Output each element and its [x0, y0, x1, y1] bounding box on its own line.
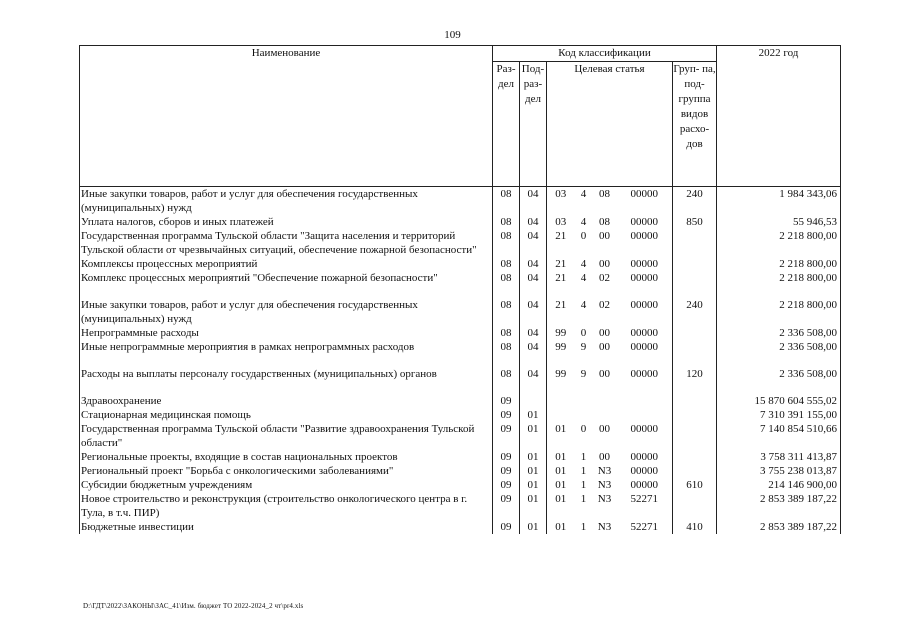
- row-name: Расходы на выплаты персоналу государственных (муниципальных) органов: [80, 367, 493, 381]
- row-section: 08: [493, 257, 520, 271]
- table-gap-row: [80, 381, 841, 394]
- row-target-program: [547, 394, 575, 408]
- row-amount: 2 218 800,00: [717, 271, 841, 285]
- row-target-subprogram: 00: [599, 258, 610, 270]
- row-amount: 3 755 238 013,87: [717, 464, 841, 478]
- row-expense-type: [673, 464, 717, 478]
- row-target-direction: 00000: [617, 229, 673, 257]
- row-target-type: [575, 381, 593, 394]
- row-target-direction: 52271: [617, 492, 673, 520]
- row-subsection: 04: [520, 326, 547, 340]
- row-section: 09: [493, 422, 520, 450]
- row-target-direction: [617, 394, 673, 408]
- row-target-type: 9: [580, 341, 587, 353]
- row-target-subprogram: 00: [599, 230, 610, 242]
- row-target-program: 01: [547, 464, 575, 478]
- row-subsection: 04: [520, 271, 547, 285]
- row-amount: 2 336 508,00: [717, 367, 841, 381]
- row-section: 09: [493, 394, 520, 408]
- row-target-direction: 00000: [617, 422, 673, 450]
- row-expense-type: [673, 394, 717, 408]
- row-name: Стационарная медицинская помощь: [80, 408, 493, 422]
- row-expense-type: 850: [673, 215, 717, 229]
- row-name: Комплекс процессных мероприятий "Обеспечение пожарной безопасности": [80, 271, 493, 285]
- row-target-type: [575, 354, 593, 367]
- row-subsection: 04: [520, 367, 547, 381]
- table-row: [80, 367, 841, 381]
- row-target-direction: [617, 354, 673, 367]
- row-name: Уплата налогов, сборов и иных платежей: [80, 215, 493, 229]
- row-target-subprogram: N3: [597, 479, 612, 491]
- row-subsection: 01: [520, 478, 547, 492]
- table-row: [80, 408, 841, 422]
- table-row: [80, 492, 841, 520]
- row-section: 08: [493, 229, 520, 257]
- header-expense-group: Груп- па, под- группа видов расхо- дов: [673, 62, 717, 187]
- row-expense-type: [673, 326, 717, 340]
- row-expense-type: [673, 229, 717, 257]
- row-name: Здравоохранение: [80, 394, 493, 408]
- budget-table: [79, 45, 841, 534]
- row-target-type: 1: [580, 465, 587, 477]
- row-name: Государственная программа Тульской области "Развитие здравоохранения Тульской области": [80, 422, 493, 450]
- row-target-program: 21: [547, 257, 575, 271]
- row-target-direction: 00000: [617, 271, 673, 285]
- row-subsection: [520, 285, 547, 298]
- row-target-subprogram: 00: [599, 368, 610, 380]
- row-amount: [717, 285, 841, 298]
- row-expense-type: [673, 354, 717, 367]
- row-section: [493, 285, 520, 298]
- row-target-direction: 00000: [617, 257, 673, 271]
- row-subsection: [520, 381, 547, 394]
- row-subsection: 01: [520, 450, 547, 464]
- row-name: Государственная программа Тульской области "Защита населения и территорий Тульской области от чрезвычайных ситуаций, обеспечение пожарной безопасности": [80, 229, 493, 257]
- row-target-program: 21: [547, 298, 575, 326]
- row-target-subprogram: 00: [599, 341, 610, 353]
- row-name: [80, 285, 493, 298]
- row-section: 09: [493, 464, 520, 478]
- row-target-subprogram: [593, 381, 617, 394]
- row-target-type: 4: [580, 299, 587, 311]
- row-target-type: 1: [580, 479, 587, 491]
- row-subsection: 01: [520, 520, 547, 534]
- row-section: [493, 381, 520, 394]
- row-target-program: 01: [547, 520, 575, 534]
- row-expense-type: [673, 381, 717, 394]
- row-target-subprogram: 00: [599, 451, 610, 463]
- row-target-subprogram: [593, 408, 617, 422]
- table-row: [80, 478, 841, 492]
- row-target-program: [547, 354, 575, 367]
- row-section: 09: [493, 478, 520, 492]
- row-subsection: 04: [520, 215, 547, 229]
- row-target-program: 21: [547, 271, 575, 285]
- row-amount: 1 984 343,06: [717, 187, 841, 216]
- row-expense-type: 240: [673, 298, 717, 326]
- row-expense-type: [673, 257, 717, 271]
- row-target-direction: [617, 285, 673, 298]
- row-target-program: 01: [547, 478, 575, 492]
- table-gap-row: [80, 354, 841, 367]
- row-name: Иные закупки товаров, работ и услуг для обеспечения государственных (муниципальных) нужд: [80, 187, 493, 216]
- row-expense-type: [673, 422, 717, 450]
- row-amount: 2 218 800,00: [717, 229, 841, 257]
- row-name: Региональные проекты, входящие в состав национальных проектов: [80, 450, 493, 464]
- row-target-direction: 00000: [617, 187, 673, 216]
- row-subsection: 01: [520, 464, 547, 478]
- row-target-direction: 00000: [617, 367, 673, 381]
- row-target-program: 03: [547, 215, 575, 229]
- row-subsection: 04: [520, 229, 547, 257]
- row-section: [493, 354, 520, 367]
- row-expense-type: [673, 408, 717, 422]
- row-name: [80, 354, 493, 367]
- row-target-direction: 00000: [617, 326, 673, 340]
- row-target-subprogram: N3: [597, 521, 612, 533]
- row-target-type: 0: [580, 423, 587, 435]
- header-subsection: Под- раз- дел: [520, 62, 547, 187]
- table-body: [80, 187, 841, 535]
- row-subsection: 04: [520, 257, 547, 271]
- table-row: [80, 229, 841, 257]
- row-target-subprogram: N3: [597, 465, 612, 477]
- row-amount: 2 218 800,00: [717, 298, 841, 326]
- row-name: [80, 381, 493, 394]
- row-section: 09: [493, 492, 520, 520]
- row-target-program: [547, 381, 575, 394]
- row-expense-type: 120: [673, 367, 717, 381]
- row-expense-type: [673, 271, 717, 285]
- row-name: Бюджетные инвестиции: [80, 520, 493, 534]
- row-amount: 15 870 604 555,02: [717, 394, 841, 408]
- table-row: [80, 326, 841, 340]
- row-target-direction: 52271: [617, 520, 673, 534]
- row-section: 09: [493, 408, 520, 422]
- row-section: 09: [493, 520, 520, 534]
- row-subsection: [520, 394, 547, 408]
- row-target-direction: 00000: [617, 478, 673, 492]
- row-target-type: 1: [580, 451, 587, 463]
- row-section: 08: [493, 326, 520, 340]
- header-target-article: Целевая статья: [547, 62, 673, 187]
- row-target-type: 1: [580, 521, 587, 533]
- row-target-program: 99: [547, 367, 575, 381]
- header-classification: Код классификации: [493, 46, 717, 62]
- table-row: [80, 464, 841, 478]
- row-expense-type: [673, 492, 717, 520]
- table-gap-row: [80, 285, 841, 298]
- row-target-program: 01: [547, 422, 575, 450]
- row-subsection: 04: [520, 187, 547, 216]
- row-target-direction: [617, 381, 673, 394]
- row-target-program: [547, 408, 575, 422]
- row-target-type: 4: [580, 272, 587, 284]
- row-name: Региональный проект "Борьба с онкологическими заболеваниями": [80, 464, 493, 478]
- row-target-subprogram: 02: [599, 272, 610, 284]
- row-target-type: 9: [580, 368, 587, 380]
- row-subsection: [520, 354, 547, 367]
- row-target-subprogram: 08: [599, 216, 610, 228]
- row-section: 08: [493, 187, 520, 216]
- row-target-subprogram: [593, 394, 617, 408]
- row-amount: 2 218 800,00: [717, 257, 841, 271]
- row-target-subprogram: [593, 285, 617, 298]
- row-section: 08: [493, 298, 520, 326]
- row-amount: 2 336 508,00: [717, 340, 841, 354]
- row-target-subprogram: 02: [599, 299, 610, 311]
- row-amount: 7 310 391 155,00: [717, 408, 841, 422]
- row-target-type: 0: [580, 230, 587, 242]
- page-number: 109: [444, 29, 461, 41]
- row-target-program: 99: [547, 340, 575, 354]
- footer-file-path: D:\ГДТ\2022\ЗАКОНЫ\ЗАС_41\Изм. бюджет ТО 2022-2024_2 чт\pr4.xls: [83, 602, 304, 610]
- row-expense-type: 610: [673, 478, 717, 492]
- row-target-subprogram: [593, 354, 617, 367]
- row-expense-type: 240: [673, 187, 717, 216]
- row-subsection: 01: [520, 422, 547, 450]
- row-amount: 7 140 854 510,66: [717, 422, 841, 450]
- table-row: [80, 450, 841, 464]
- row-name: Иные закупки товаров, работ и услуг для обеспечения государственных (муниципальных) нужд: [80, 298, 493, 326]
- row-target-program: [547, 285, 575, 298]
- table-row: [80, 422, 841, 450]
- row-target-program: 21: [547, 229, 575, 257]
- row-amount: [717, 354, 841, 367]
- row-name: Субсидии бюджетным учреждениям: [80, 478, 493, 492]
- row-amount: 214 146 900,00: [717, 478, 841, 492]
- row-section: 09: [493, 450, 520, 464]
- row-name: Непрограммные расходы: [80, 326, 493, 340]
- row-target-program: 03: [547, 187, 575, 216]
- row-name: Новое строительство и реконструкция (строительство онкологического центра в г. Тула, в т.ч. ПИР): [80, 492, 493, 520]
- row-target-direction: [617, 408, 673, 422]
- row-target-subprogram: 00: [599, 327, 610, 339]
- row-subsection: 04: [520, 298, 547, 326]
- row-section: 08: [493, 367, 520, 381]
- row-amount: 3 758 311 413,87: [717, 450, 841, 464]
- row-section: 08: [493, 340, 520, 354]
- row-target-direction: 00000: [617, 298, 673, 326]
- row-amount: 2 853 389 187,22: [717, 492, 841, 520]
- table-row: [80, 394, 841, 408]
- row-target-direction: 00000: [617, 340, 673, 354]
- row-name: Иные непрограммные мероприятия в рамках непрограммных расходов: [80, 340, 493, 354]
- row-amount: [717, 381, 841, 394]
- row-subsection: 04: [520, 340, 547, 354]
- row-expense-type: [673, 340, 717, 354]
- row-target-program: 01: [547, 450, 575, 464]
- row-expense-type: [673, 450, 717, 464]
- row-target-program: 01: [547, 492, 575, 520]
- row-amount: 2 853 389 187,22: [717, 520, 841, 534]
- row-target-direction: 00000: [617, 450, 673, 464]
- row-name: Комплексы процессных мероприятий: [80, 257, 493, 271]
- row-target-program: 99: [547, 326, 575, 340]
- row-section: 08: [493, 271, 520, 285]
- row-amount: 55 946,53: [717, 215, 841, 229]
- row-target-type: 4: [580, 258, 587, 270]
- row-expense-type: 410: [673, 520, 717, 534]
- row-subsection: 01: [520, 492, 547, 520]
- row-subsection: 01: [520, 408, 547, 422]
- table-row: [80, 340, 841, 354]
- row-target-subprogram: 00: [599, 423, 610, 435]
- table-row: [80, 215, 841, 229]
- row-target-type: 4: [580, 188, 587, 200]
- table-row: [80, 271, 841, 285]
- header-year: 2022 год: [717, 46, 841, 187]
- row-amount: 2 336 508,00: [717, 326, 841, 340]
- header-name: Наименование: [80, 46, 493, 187]
- row-target-type: [575, 285, 593, 298]
- table-row: [80, 187, 841, 216]
- table-row: [80, 298, 841, 326]
- row-target-direction: 00000: [617, 215, 673, 229]
- row-target-subprogram: 08: [599, 188, 610, 200]
- row-target-type: 1: [580, 493, 587, 505]
- header-section: Раз- дел: [493, 62, 520, 187]
- row-target-type: [575, 394, 593, 408]
- table-row: [80, 257, 841, 271]
- row-target-subprogram: N3: [597, 493, 612, 505]
- table-row: [80, 520, 841, 534]
- row-target-direction: 00000: [617, 464, 673, 478]
- row-section: 08: [493, 215, 520, 229]
- row-target-type: 4: [580, 216, 587, 228]
- row-target-type: 0: [580, 327, 587, 339]
- row-expense-type: [673, 285, 717, 298]
- row-target-type: [575, 408, 593, 422]
